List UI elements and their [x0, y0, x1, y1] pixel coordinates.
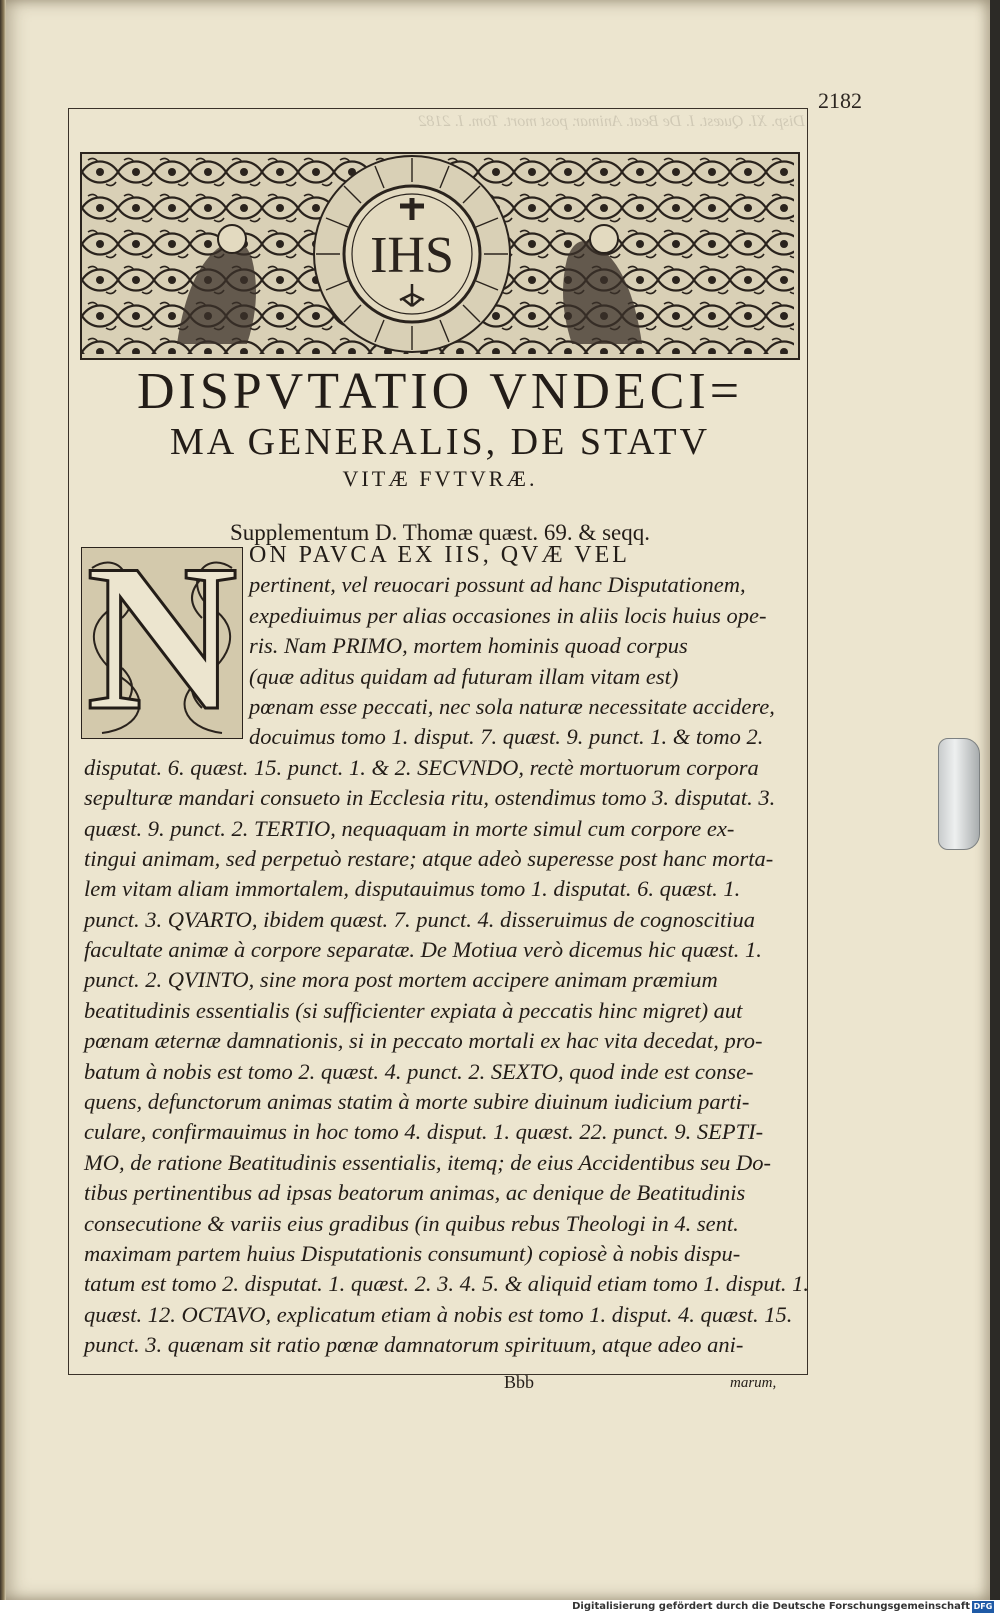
bleed-through-text: Disp. XI. Quæst. I. De Beat. Animar. post mort. Tom. I. 2182 [418, 113, 805, 130]
body-line-14: facultate animæ à corpore separatæ. De Motiua verò dicemus hic quæst. 1. [84, 937, 762, 963]
body-line-6: pœnam esse peccati, nec sola naturæ necessitate accidere, [249, 693, 775, 719]
page-number: 2182 [818, 88, 862, 113]
body-line-18: batum à nobis est tomo 2. quæst. 4. punct. 2. SEXTO, quod inde est conse- [84, 1058, 754, 1084]
body-line-11: tingui animam, sed perpetuò restare; atque adeò superesse post hanc morta- [84, 845, 774, 871]
decorated-initial [81, 522, 243, 754]
title-line-2: MA GENERALIS, DE STATV [169, 421, 711, 463]
body-line-23: consecutione & variis eius gradibus (in quibus rebus Theologi in 4. sent. [84, 1210, 739, 1236]
body-line-12: lem vitam aliam immortalem, disputauimus tomo 1. disputat. 6. quæst. 1. [84, 876, 741, 902]
subtitle: Supplementum D. Thomæ quæst. 69. & seqq. [230, 520, 650, 545]
initial-letter: N [86, 522, 238, 754]
body-line-17: pœnam æternæ damnationis, si in peccato mortali ex hac vita decedat, pro- [84, 1028, 763, 1054]
body-line-9: sepulturæ mandari consueto in Ecclesia ritu, ostendimus tomo 3. disputat. 3. [84, 785, 776, 811]
footer-credit: Digitalisierung gefördert durch die Deutsche Forschungsgemeinschaft [572, 1601, 970, 1612]
catchword: marum, [730, 1375, 777, 1391]
title-line-3: VITÆ FVTVRÆ. [342, 466, 538, 491]
body-line-27: punct. 3. quænam sit ratio pœnæ damnatorum spirituum, atque adeo ani- [84, 1332, 744, 1358]
ihs-monogram: IHS [370, 227, 454, 284]
body-line-2: pertinent, vel reuocari possunt ad hanc Disputationem, [249, 572, 746, 598]
body-line-3: expediuimus per alias occasiones in aliis locis huius ope- [249, 602, 767, 628]
headpiece-illustration [82, 154, 794, 354]
body-line-26: quæst. 12. OCTAVO, explicatum etiam à nobis est tomo 1. disput. 4. quæst. 15. [84, 1301, 793, 1327]
body-line-21: MO, de ratione Beatitudinis essentialis, itemq; de eius Accidentibus seu Do- [84, 1149, 771, 1175]
disputation-title [82, 364, 798, 494]
body-line-1: ON PAVCA EX IIS, QVÆ VEL [249, 542, 630, 568]
dfg-logo: DFG [973, 1602, 993, 1611]
body-line-22: tibus pertinentibus ad ipsas beatorum animas, ac denique de Beatitudinis [84, 1180, 746, 1206]
body-line-15: punct. 2. QVINTO, sine mora post mortem accipere animam præmium [84, 967, 718, 993]
ornamental-headpiece [80, 152, 800, 360]
body-line-5: (quæ aditus quidam ad futuram illam vitam est) [249, 663, 679, 689]
page-clip [938, 738, 980, 850]
body-line-10: quæst. 9. punct. 2. TERTIO, nequaquam in morte simul cum corpore ex- [84, 815, 735, 841]
body-line-13: punct. 3. QVARTO, ibidem quæst. 7. punct. 4. disseruimus de cognoscitiua [84, 906, 756, 932]
signature-mark: Bbb [504, 1372, 535, 1392]
body-line-7: docuimus tomo 1. disput. 7. quæst. 9. punct. 1. & tomo 2. [249, 724, 764, 750]
page-gutter-edge [0, 0, 6, 1600]
body-line-8: disputat. 6. quæst. 15. punct. 1. & 2. SECVNDO, rectè mortuorum corpora [84, 754, 759, 780]
body-line-24: maximam partem huius Disputationis consumunt) copiosè à nobis dispu- [84, 1240, 741, 1266]
body-line-19: quens, defunctorum animas statim à morte subire diuinum iudicium parti- [84, 1089, 750, 1115]
body-line-4: ris. Nam PRIMO, mortem hominis quoad corpus [249, 633, 688, 659]
body-line-16: beatitudinis essentialis (si sufficienter expiata à peccatis hinc migret) aut [84, 997, 743, 1023]
body-line-25: tatum est tomo 2. disputat. 1. quæst. 2. 3. 4. 5. & aliquid etiam tomo 1. disput. 1. [84, 1271, 810, 1297]
body-line-20: culare, confirmauimus in hoc tomo 4. disput. 1. quæst. 22. punct. 9. SEPTI- [84, 1119, 764, 1145]
title-line-1: DISPVTATIO VNDECI= [136, 363, 744, 420]
